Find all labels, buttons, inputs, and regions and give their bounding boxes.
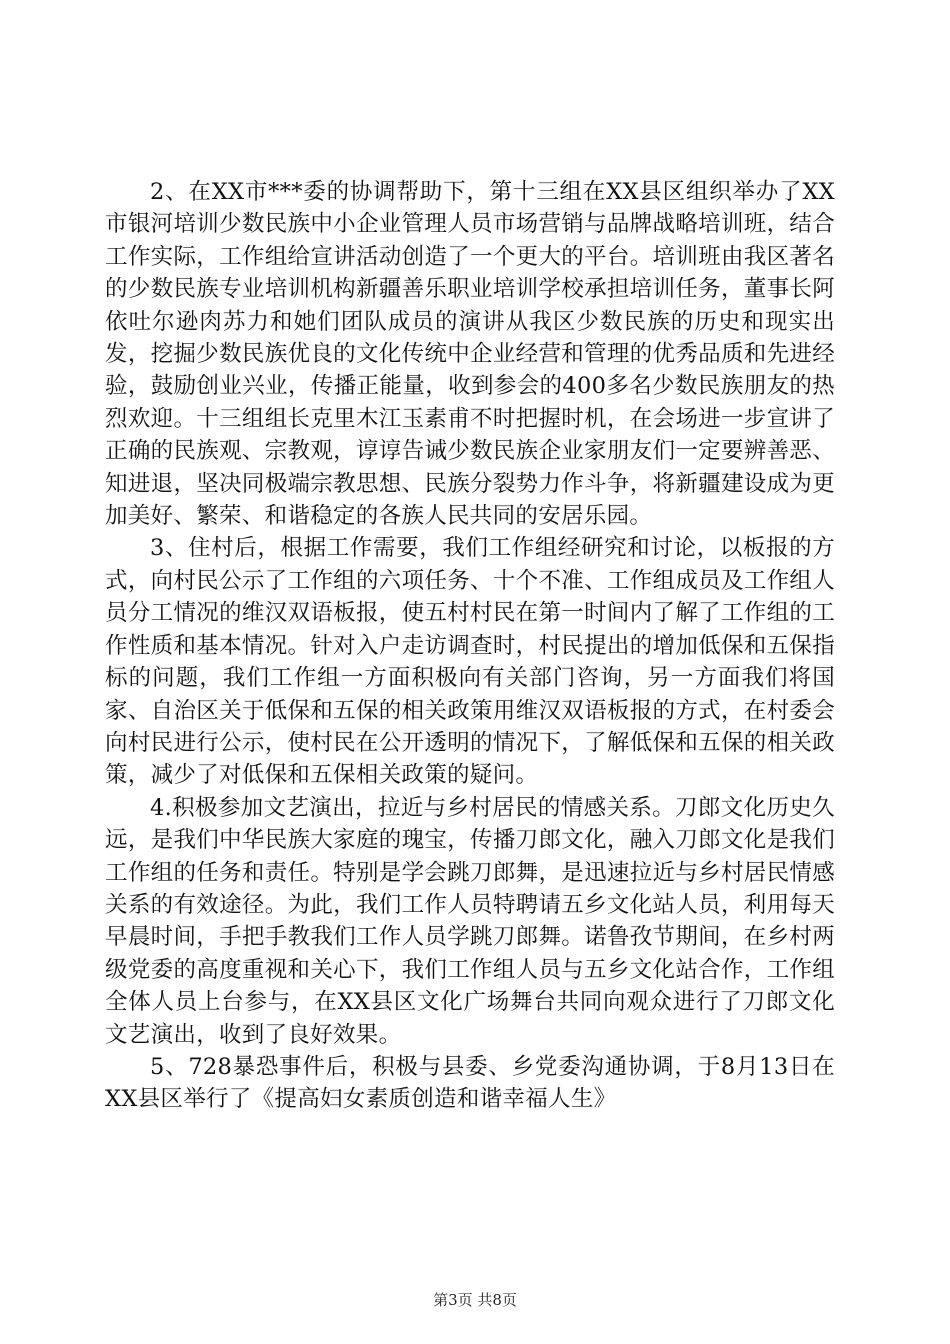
document-body	[105, 176, 835, 1116]
paragraph-5: 5、728暴恐事件后，积极与县委、乡党委沟通协调，于8月13日在XX县区举行了《提高妇女素质创造和谐幸福人生》	[105, 1053, 835, 1113]
paragraph-2: 2、在XX市***委的协调帮助下，第十三组在XX县区组织举办了XX市银河培训少数民族中小企业管理人员市场营销与品牌战略培训班，结合工作实际，工作组给宣讲活动创造了一个更大的平台。培训班由我区著名的少数民族专业培训机构新疆善乐职业培训学校承担培训任务，董事长阿依吐尔逊肉苏力和她们团队成员的演讲从我区少数民族的历史和现实出发，挖掘少数民族优良的文化传统中企业经营和管理的优秀品质和先进经验，鼓励创业兴业，传播正能量，收到参会的400多名少数民族朋友的热烈欢迎。十三组组长克里木江玉素甫不时把握时机，在会场进一步宣讲了正确的民族观、宗教观，谆谆告诫少数民族企业家朋友们一定要辨善恶、知进退，坚决同极端宗教思想、民族分裂势力作斗争，将新疆建设成为更加美好、繁荣、和谐稳定的各族人民共同的安居乐园。	[105, 179, 835, 530]
paragraph-3: 3、住村后，根据工作需要，我们工作组经研究和讨论，以板报的方式，向村民公示了工作组的六项任务、十个不准、工作组成员及工作组人员分工情况的维汉双语板报，使五村村民在第一时间内了解了工作组的工作性质和基本情况。针对入户走访调查时，村民提出的增加低保和五保指标的问题，我们工作组一方面积极向有关部门咨询，另一方面我们将国家、自治区关于低保和五保的相关政策用维汉双语板报的方式，在村委会向村民进行公示，使村民在公开透明的情况下，了解低保和五保的相关政策，减少了对低保和五保相关政策的疑问。	[105, 535, 835, 789]
page-footer	[0, 1290, 950, 1310]
paragraph-4: 4.积极参加文艺演出，拉近与乡村居民的情感关系。刀郎文化历史久远，是我们中华民族大家庭的瑰宝，传播刀郎文化，融入刀郎文化是我们工作组的任务和责任。特别是学会跳刀郎舞，是迅速拉近与乡村居民情感关系的有效途径。为此，我们工作人员特聘请五乡文化站人员，利用每天早晨时间，手把手教我们工作人员学跳刀郎舞。诺鲁孜节期间，在乡村两级党委的高度重视和关心下，我们工作组人员与五乡文化站合作，工作组全体人员上台参与，在XX县区文化广场舞台共同向观众进行了刀郎文化文艺演出，收到了良好效果。	[105, 794, 835, 1048]
page-number-label: 第3页 共8页	[433, 1291, 517, 1309]
